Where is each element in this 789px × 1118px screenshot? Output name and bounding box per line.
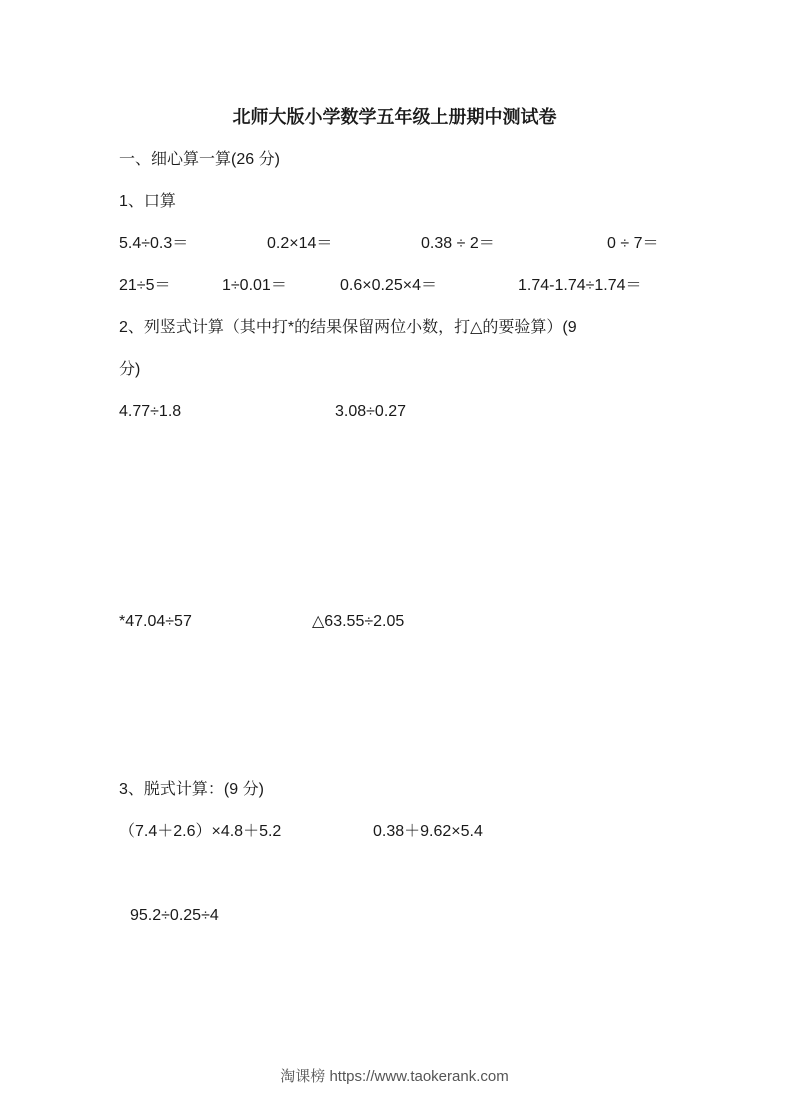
footer-watermark: 淘课榜 https://www.taokerank.com bbox=[280, 1068, 509, 1085]
oral-calc-item: 5.4÷0.3＝ bbox=[119, 235, 189, 252]
part-2-heading: 2、列竖式计算（其中打*的结果保留两位小数，打△的要验算）(9 bbox=[119, 319, 577, 336]
oral-calc-item: 0.6×0.25×4＝ bbox=[340, 277, 437, 294]
page-title: 北师大版小学数学五年级上册期中测试卷 bbox=[232, 107, 557, 127]
oral-calc-item: 0 ÷ 7＝ bbox=[607, 235, 659, 252]
part-3-heading: 3、脱式计算：(9 分) bbox=[119, 781, 264, 798]
oral-calc-item: 0.2×14＝ bbox=[267, 235, 333, 252]
vertical-calc-item: 3.08÷0.27 bbox=[335, 403, 407, 420]
section-1-heading: 一、细心算一算(26 分) bbox=[119, 151, 280, 168]
oral-calc-item: 0.38 ÷ 2＝ bbox=[421, 235, 495, 252]
vertical-calc-item: △63.55÷2.05 bbox=[312, 613, 405, 630]
oral-calc-item: 1÷0.01＝ bbox=[222, 277, 287, 294]
vertical-calc-item: *47.04÷57 bbox=[119, 613, 192, 630]
part-1-heading: 1、口算 bbox=[119, 193, 176, 210]
oral-calc-item: 21÷5＝ bbox=[119, 277, 171, 294]
oral-calc-item: 1.74-1.74÷1.74＝ bbox=[518, 277, 642, 294]
step-calc-item: （7.4＋2.6）×4.8＋5.2 bbox=[119, 823, 282, 840]
part-2-heading-continued: 分) bbox=[119, 361, 141, 378]
step-calc-item: 95.2÷0.25÷4 bbox=[130, 907, 219, 924]
step-calc-item: 0.38＋9.62×5.4 bbox=[373, 823, 483, 840]
vertical-calc-item: 4.77÷1.8 bbox=[119, 403, 182, 420]
